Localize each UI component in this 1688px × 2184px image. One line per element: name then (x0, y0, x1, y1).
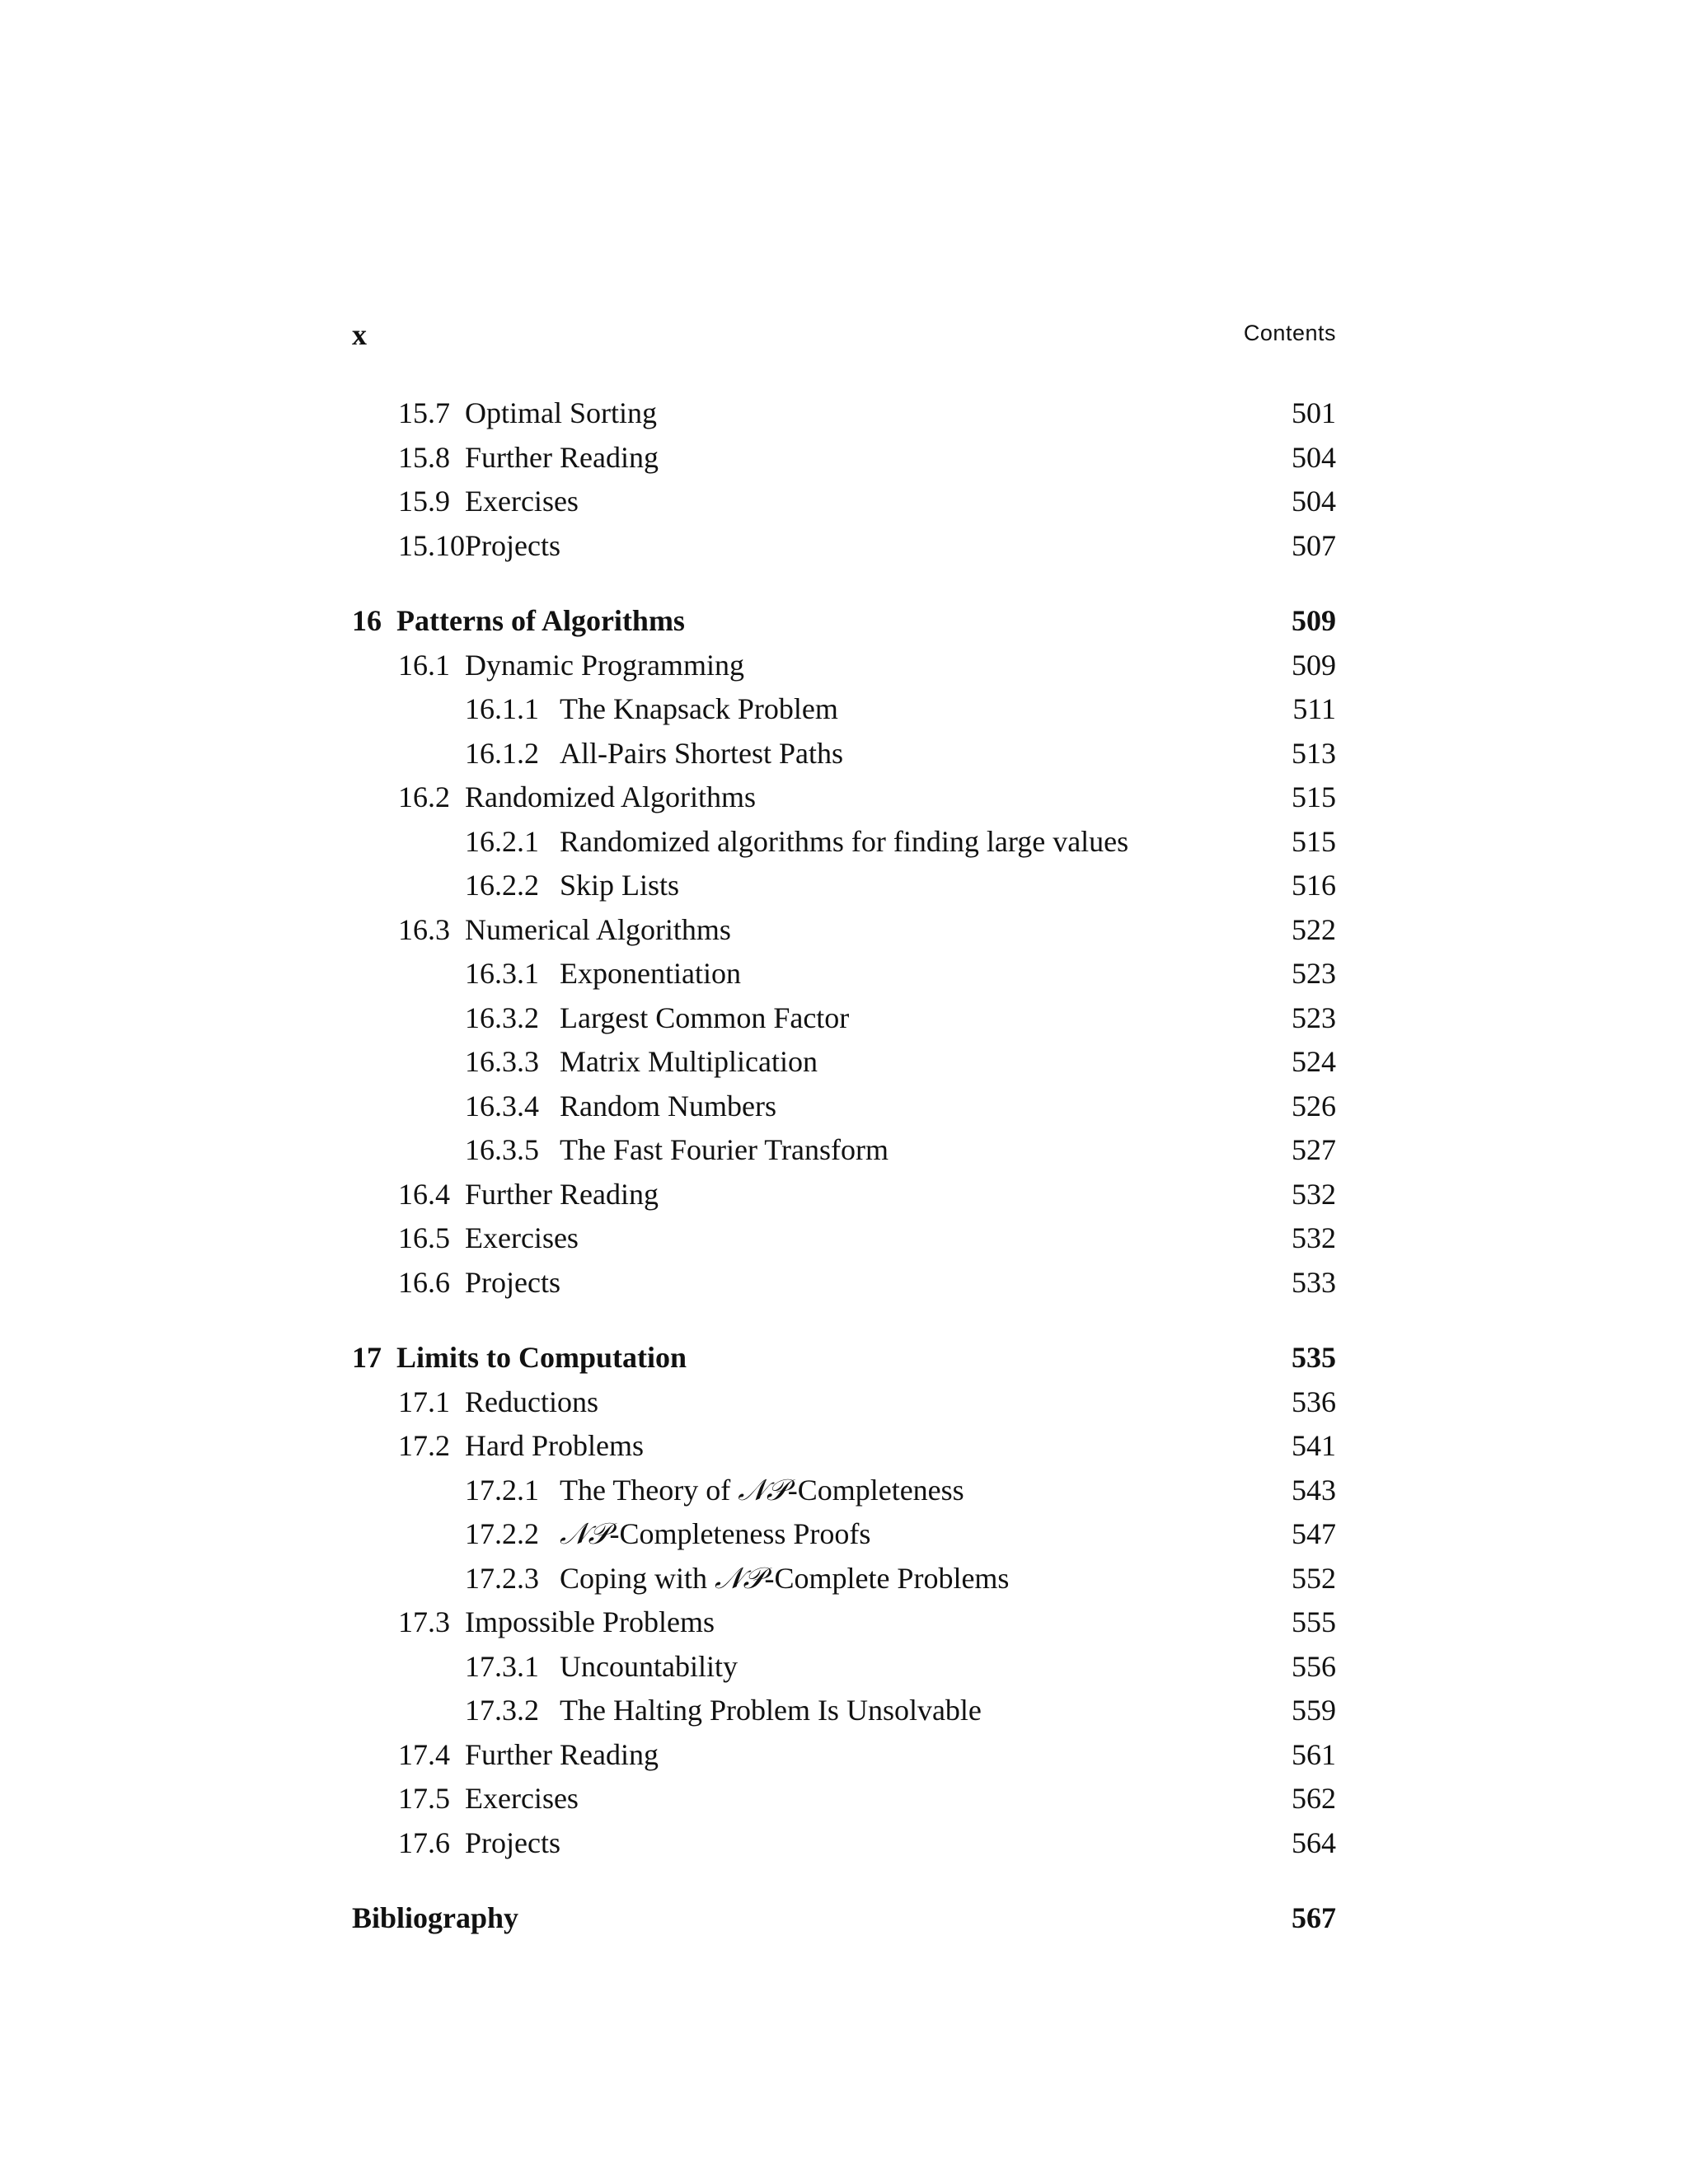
page-number: 532 (1292, 1221, 1336, 1254)
subsection-number: 16.3.2 (465, 1001, 539, 1034)
toc-entry-subsection[interactable] (352, 1085, 1336, 1129)
toc-entry-section[interactable] (352, 776, 1336, 820)
toc-entry-section[interactable] (352, 391, 1336, 436)
page-number: 515 (1292, 824, 1336, 858)
toc-entry-section[interactable] (352, 524, 1336, 569)
page-number: 524 (1292, 1045, 1336, 1078)
subsection-number: 16.3.3 (465, 1045, 539, 1078)
bibliography-title: Bibliography (352, 1901, 519, 1934)
section-number: 17.6 (398, 1825, 450, 1859)
page-number: 532 (1292, 1177, 1336, 1211)
toc-entry-section[interactable] (352, 644, 1336, 688)
section-number: 17.4 (398, 1737, 450, 1771)
page-number: 515 (1292, 780, 1336, 813)
toc-entry-section[interactable] (352, 1733, 1336, 1778)
toc-entry-section[interactable] (352, 908, 1336, 953)
section-title: Hard Problems (465, 1429, 644, 1462)
page-number: 564 (1292, 1825, 1336, 1859)
toc-entry-section[interactable] (352, 1821, 1336, 1866)
section-title: Exercises (465, 1221, 579, 1254)
section-title: Impossible Problems (465, 1605, 715, 1638)
page-number: 535 (1292, 1341, 1336, 1374)
section-title: Reductions (465, 1385, 598, 1418)
page-number: 567 (1292, 1901, 1336, 1934)
title-prefix: The Theory of (560, 1473, 738, 1507)
page-number: 507 (1292, 528, 1336, 562)
section-title: Further Reading (465, 1177, 659, 1211)
toc-entry-subsection[interactable] (352, 687, 1336, 732)
running-head (352, 317, 1336, 359)
section-number: 16.2 (398, 780, 450, 813)
section-title: Exercises (465, 485, 579, 518)
page-number: 526 (1292, 1089, 1336, 1122)
subsection-number: 16.3.5 (465, 1133, 539, 1166)
toc-entry-chapter[interactable] (352, 599, 1336, 644)
page-number: 501 (1292, 396, 1336, 429)
section-title: Projects (465, 1825, 560, 1859)
section-title: Dynamic Programming (465, 648, 744, 682)
subsection-title (560, 1469, 964, 1513)
subsection-title: The Knapsack Problem (560, 692, 838, 725)
section-title: Further Reading (465, 1737, 659, 1771)
np-symbol: 𝒩𝒫 (715, 1561, 765, 1596)
subsection-number: 16.2.2 (465, 869, 539, 902)
subsection-number: 17.2.2 (465, 1517, 539, 1550)
chapter-title: Patterns of Algorithms (396, 604, 685, 637)
subsection-title: Random Numbers (560, 1089, 776, 1122)
toc-entry-section[interactable] (352, 1216, 1336, 1261)
section-title: Optimal Sorting (465, 396, 657, 429)
subsection-title: Matrix Multiplication (560, 1045, 818, 1078)
toc-entry-subsection[interactable] (352, 1557, 1336, 1601)
title-suffix: -Completeness Proofs (609, 1517, 871, 1550)
section-number: 16.4 (398, 1177, 450, 1211)
subsection-title: Exponentiation (560, 957, 741, 990)
subsection-title: The Fast Fourier Transform (560, 1133, 889, 1166)
page-number: 509 (1292, 648, 1336, 682)
subsection-number: 16.3.4 (465, 1089, 539, 1122)
toc-entry-section[interactable] (352, 1424, 1336, 1469)
toc-entry-section[interactable] (352, 1777, 1336, 1821)
subsection-number: 17.2.1 (465, 1473, 539, 1507)
section-number: 16.6 (398, 1265, 450, 1299)
toc-entry-section[interactable] (352, 1261, 1336, 1305)
subsection-title (560, 1557, 1009, 1601)
section-title: Numerical Algorithms (465, 912, 731, 946)
toc-entry-chapter[interactable] (352, 1336, 1336, 1380)
page-number: 523 (1292, 957, 1336, 990)
subsection-number: 17.3.2 (465, 1694, 539, 1727)
subsection-title: Largest Common Factor (560, 1001, 850, 1034)
subsection-title: Uncountability (560, 1649, 738, 1683)
section-number: 17.1 (398, 1385, 450, 1418)
section-title: Further Reading (465, 440, 659, 474)
table-of-contents (352, 391, 1336, 1941)
section-number: 17.3 (398, 1605, 450, 1638)
subsection-number: 17.3.1 (465, 1649, 539, 1683)
title-suffix: -Complete Problems (764, 1561, 1010, 1595)
page-number: 504 (1292, 440, 1336, 474)
page-number: 547 (1292, 1517, 1336, 1550)
toc-entry-subsection[interactable] (352, 1645, 1336, 1690)
subsection-title (560, 1512, 870, 1557)
chapter-number: 16 (352, 604, 382, 637)
section-number: 16.5 (398, 1221, 450, 1254)
title-prefix: Coping with (560, 1561, 715, 1595)
section-title: Randomized Algorithms (465, 780, 756, 813)
subsection-title: The Halting Problem Is Unsolvable (560, 1694, 982, 1727)
section-title: Projects (465, 528, 560, 562)
page-number: 533 (1292, 1265, 1336, 1299)
toc-entry-subsection[interactable] (352, 1469, 1336, 1513)
page-number: 543 (1292, 1473, 1336, 1507)
subsection-title: All-Pairs Shortest Paths (560, 736, 844, 770)
page-number: 552 (1292, 1561, 1336, 1595)
toc-entry-section[interactable] (352, 436, 1336, 480)
toc-entry-subsection[interactable] (352, 1689, 1336, 1733)
chapter-title: Limits to Computation (396, 1341, 687, 1374)
subsection-number: 16.2.1 (465, 824, 539, 858)
page-number: 513 (1292, 736, 1336, 770)
chapter-number: 17 (352, 1341, 382, 1374)
page-number: 523 (1292, 1001, 1336, 1034)
section-number: 15.9 (398, 485, 450, 518)
subsection-title: Skip Lists (560, 869, 680, 902)
subsection-number: 17.2.3 (465, 1561, 539, 1595)
section-number: 15.10 (398, 528, 465, 562)
toc-entry-section[interactable] (352, 480, 1336, 524)
toc-entry-subsection[interactable] (352, 1512, 1336, 1557)
section-title: Projects (465, 1265, 560, 1299)
page-number: 527 (1292, 1133, 1336, 1166)
section-number: 15.7 (398, 396, 450, 429)
page-number: 555 (1292, 1605, 1336, 1638)
section-title: Exercises (465, 1782, 579, 1815)
page-folio: x (352, 318, 367, 351)
toc-entry-section[interactable] (352, 1380, 1336, 1425)
page-number: 541 (1292, 1429, 1336, 1462)
page-number: 536 (1292, 1385, 1336, 1418)
page-number: 562 (1292, 1782, 1336, 1815)
toc-entry-subsection[interactable] (352, 864, 1336, 908)
running-head-title: Contents (1243, 321, 1336, 345)
toc-entry-subsection[interactable] (352, 820, 1336, 865)
page-number: 559 (1292, 1694, 1336, 1727)
subsection-number: 16.3.1 (465, 957, 539, 990)
subsection-number: 16.1.1 (465, 692, 539, 725)
section-number: 17.2 (398, 1429, 450, 1462)
page-number: 511 (1292, 692, 1336, 725)
page-number: 561 (1292, 1737, 1336, 1771)
toc-entry-subsection[interactable] (352, 1040, 1336, 1085)
toc-entry-subsection[interactable] (352, 732, 1336, 776)
page-number: 556 (1292, 1649, 1336, 1683)
subsection-number: 16.1.2 (465, 736, 539, 770)
page-number: 516 (1292, 869, 1336, 902)
toc-entry-subsection[interactable] (352, 952, 1336, 996)
toc-entry-section[interactable] (352, 1173, 1336, 1217)
toc-entry-subsection[interactable] (352, 996, 1336, 1041)
np-symbol: 𝒩𝒫 (560, 1517, 610, 1551)
page-number: 504 (1292, 485, 1336, 518)
page-number: 522 (1292, 912, 1336, 946)
title-suffix: -Completeness (787, 1473, 964, 1507)
section-number: 15.8 (398, 440, 450, 474)
page-number: 509 (1292, 604, 1336, 637)
toc-entry-section[interactable] (352, 1601, 1336, 1645)
toc-entry-bibliography[interactable] (352, 1896, 1336, 1941)
np-symbol: 𝒩𝒫 (738, 1473, 788, 1507)
section-number: 17.5 (398, 1782, 450, 1815)
toc-entry-subsection[interactable] (352, 1128, 1336, 1173)
section-number: 16.1 (398, 648, 450, 682)
section-number: 16.3 (398, 912, 450, 946)
subsection-title: Randomized algorithms for finding large values (560, 824, 1129, 858)
